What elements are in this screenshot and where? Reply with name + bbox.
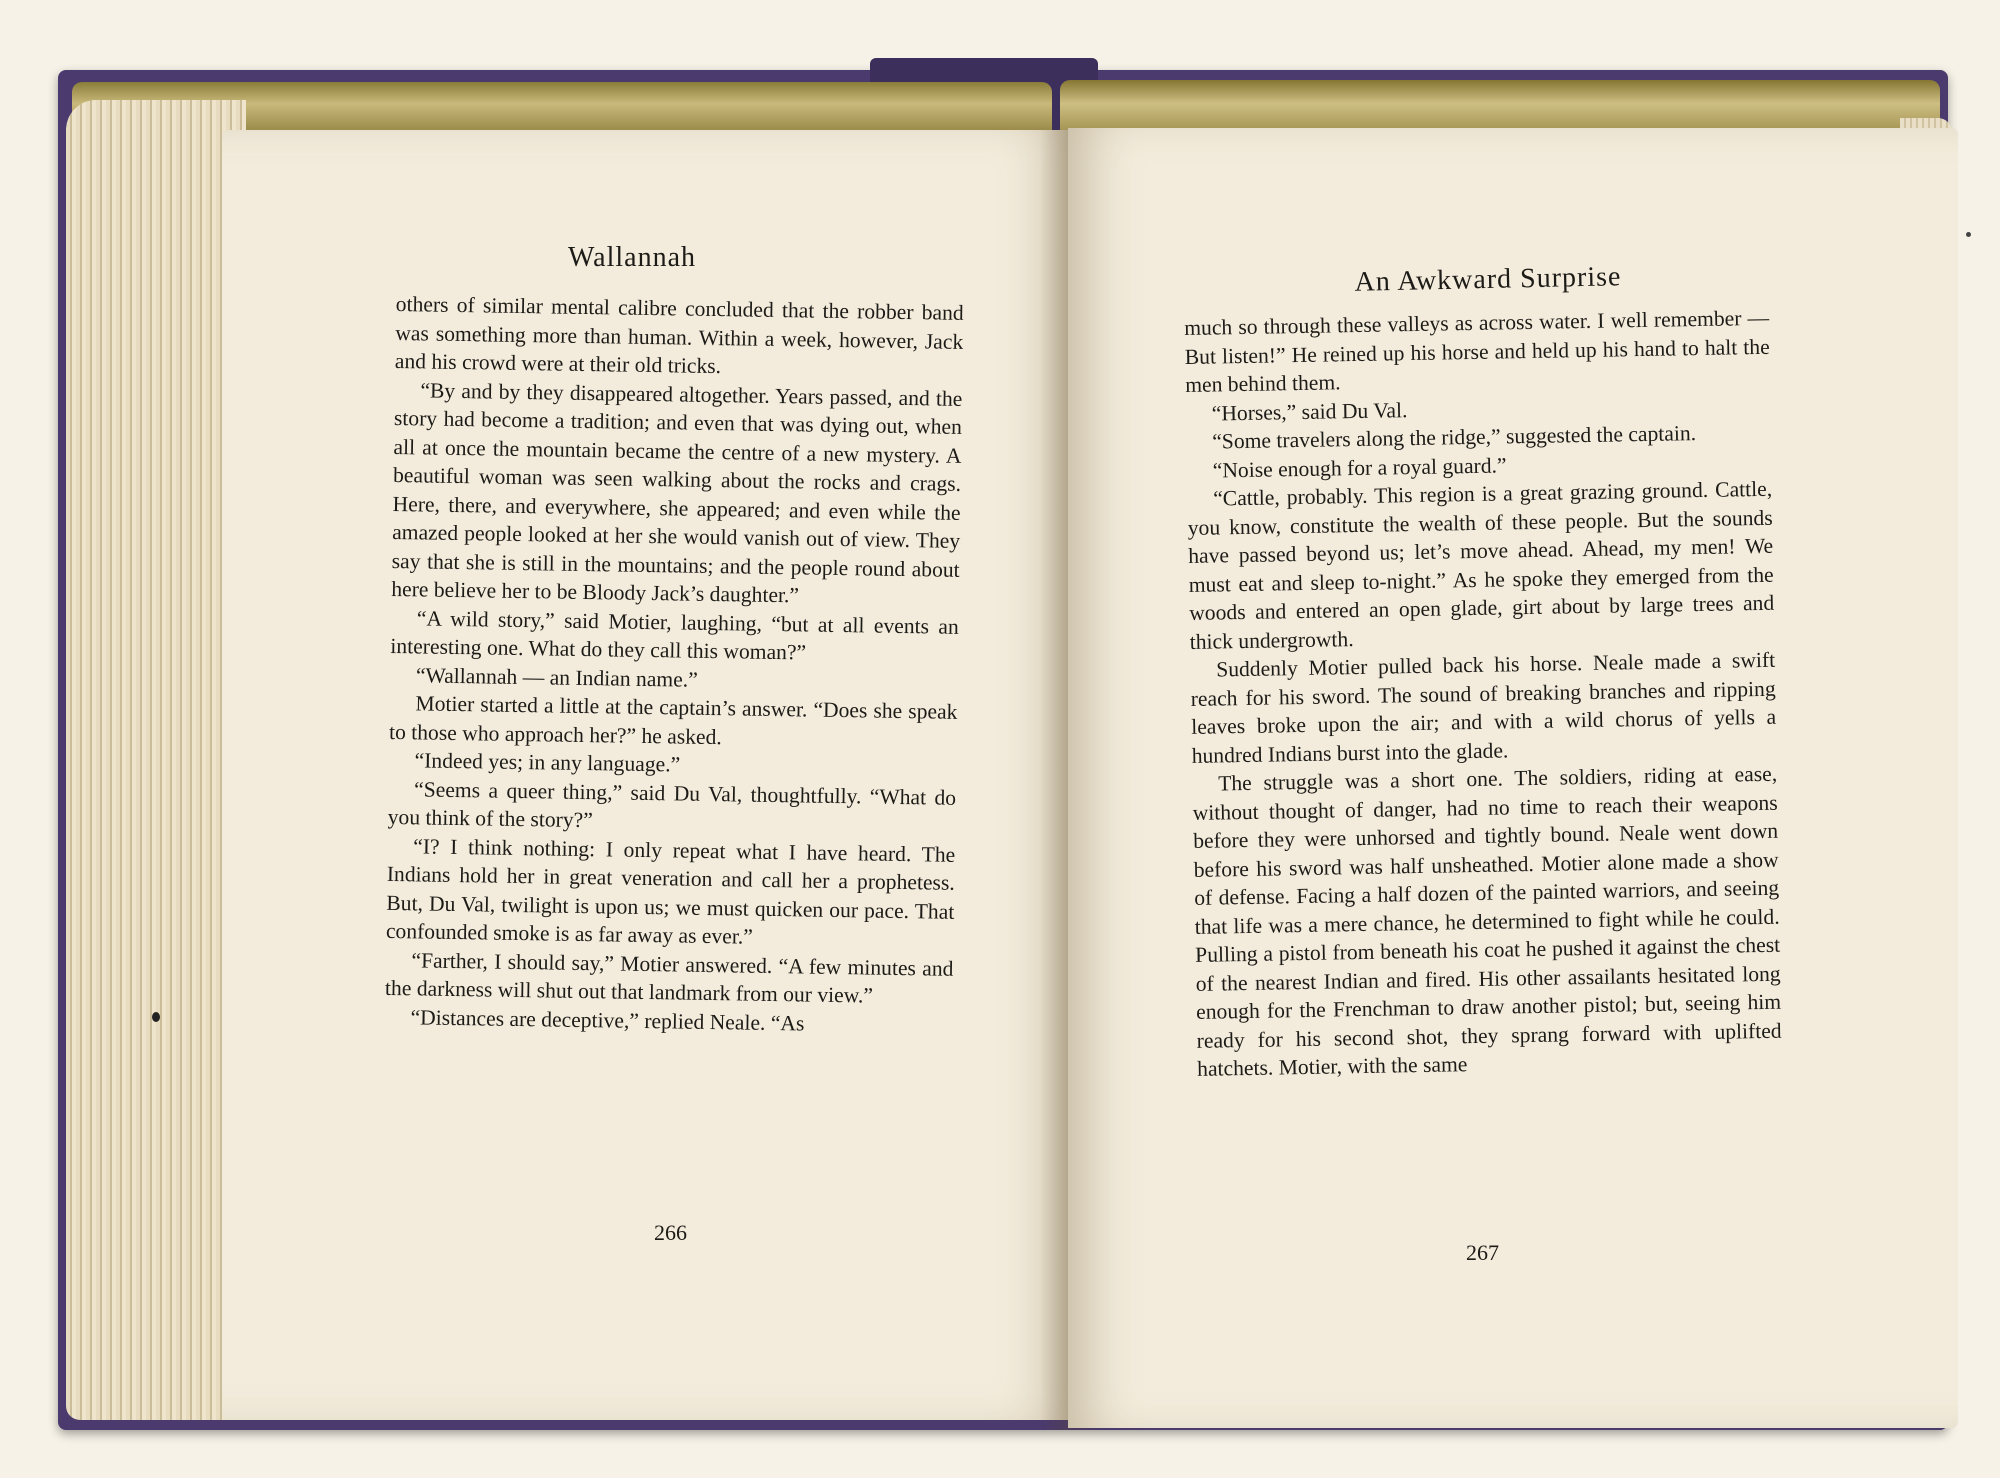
left-paragraph-6: “Indeed yes; in any language.” xyxy=(414,748,681,777)
left-running-head: Wallannah xyxy=(567,242,697,273)
right-page-body xyxy=(1184,304,1782,1084)
right-running-head: An Awkward Surprise xyxy=(1354,261,1622,298)
page-edges-left xyxy=(66,100,246,1420)
right-paragraph-4: “Noise enough for a royal guard.” xyxy=(1212,452,1507,483)
right-paragraph-5: “Cattle, probably. This region is a great grazing ground. Cattle, you know, constitute the wealth of these people. But the sounds have passed beyond us; let’s move ahead. Ahead, my men! We must eat and sleep to-night.” As he spoke they emerged from the woods and entered an open glade, girt about by large trees and thick undergrowth. xyxy=(1187,476,1775,654)
left-paragraph-4: “Wallannah — an Indian name.” xyxy=(415,662,698,692)
left-paragraph-10: “Distances are deceptive,” replied Neale. “As xyxy=(410,1004,805,1036)
right-paragraph-2: “Horses,” said Du Val. xyxy=(1211,397,1408,426)
left-paragraph-8: “I? I think nothing: I only repeat what I have heard. The Indians hold her in great veneration and call her a prophetess. But, Du Val, twilight is upon us; we must quicken our pace. That confounded smoke is as far away as ever.” xyxy=(385,833,956,949)
right-paragraph-3: “Some travelers along the ridge,” suggested the captain. xyxy=(1212,421,1697,454)
right-paragraph-7: The struggle was a short one. The soldiers, riding at ease, without thought of danger, had no time to reach their weapons before they were unhorsed and tightly bound. Neale went down before his sword was half unsheathed. Motier alone made a show of defense. Facing a half dozen of the painted warriors, and seeing that life was a mere chance, he determined to fight while he could. Pulling a pistol from beneath his coat he pushed it against the chest of the nearest Indian and fired. His other assailants hesitated long enough for the Frenchman to draw another pistol; but, seeing him ready for his second shot, they sprang forward with uplifted hatchets. Motier, with the same xyxy=(1192,761,1782,1081)
right-page xyxy=(1068,128,1958,1428)
left-paragraph-1: others of similar mental calibre concluded that the robber band was something more than human. Within a week, however, Jack and his crowd were at their old tricks. xyxy=(394,291,964,379)
ink-dot xyxy=(152,1012,160,1022)
left-page-body xyxy=(384,290,964,1040)
left-paragraph-2: “By and by they disappeared altogether. Years passed, and the story had become a tradition; and even that was dying out, when all at once the mountain became the centre of a new mystery. A beautiful woman was seen walking about the rocks and crags. Here, there, and everywhere, she appeared; and even while the amazed people looked at her she would vanish out of view. They say that she is still in the mountains; and the people round about here believe her to be Bloody Jack’s daughter.” xyxy=(391,377,963,608)
left-page-number: 266 xyxy=(654,1220,687,1245)
left-paragraph-5: Motier started a little at the captain’s answer. “Does she speak to those who approach her?” he asked. xyxy=(388,691,958,749)
right-paragraph-6: Suddenly Motier pulled back his horse. Neale made a swift reach for his sword. The sound of breaking branches and ripping leaves broke upon the air; and with a wild chorus of yells a hundred Indians burst into the glade. xyxy=(1190,647,1777,768)
right-page-number: 267 xyxy=(1466,1240,1499,1265)
left-paragraph-9: “Farther, I should say,” Motier answered. “A few minutes and the darkness will shut out that landmark from our view.” xyxy=(384,947,954,1008)
right-paragraph-1: much so through these valleys as across water. I well remember — But listen!” He reined up his horse and held up his hand to halt the men behind them. xyxy=(1184,305,1770,397)
gilt-edge-right xyxy=(1060,80,1940,132)
left-page xyxy=(222,130,1070,1420)
paper-speck xyxy=(1966,232,1971,237)
left-paragraph-7: “Seems a queer thing,” said Du Val, thoughtfully. “What do you think of the story?” xyxy=(387,776,957,833)
left-paragraph-3: “A wild story,” said Motier, laughing, “but at all events an interesting one. What do they call this woman?” xyxy=(390,605,959,665)
